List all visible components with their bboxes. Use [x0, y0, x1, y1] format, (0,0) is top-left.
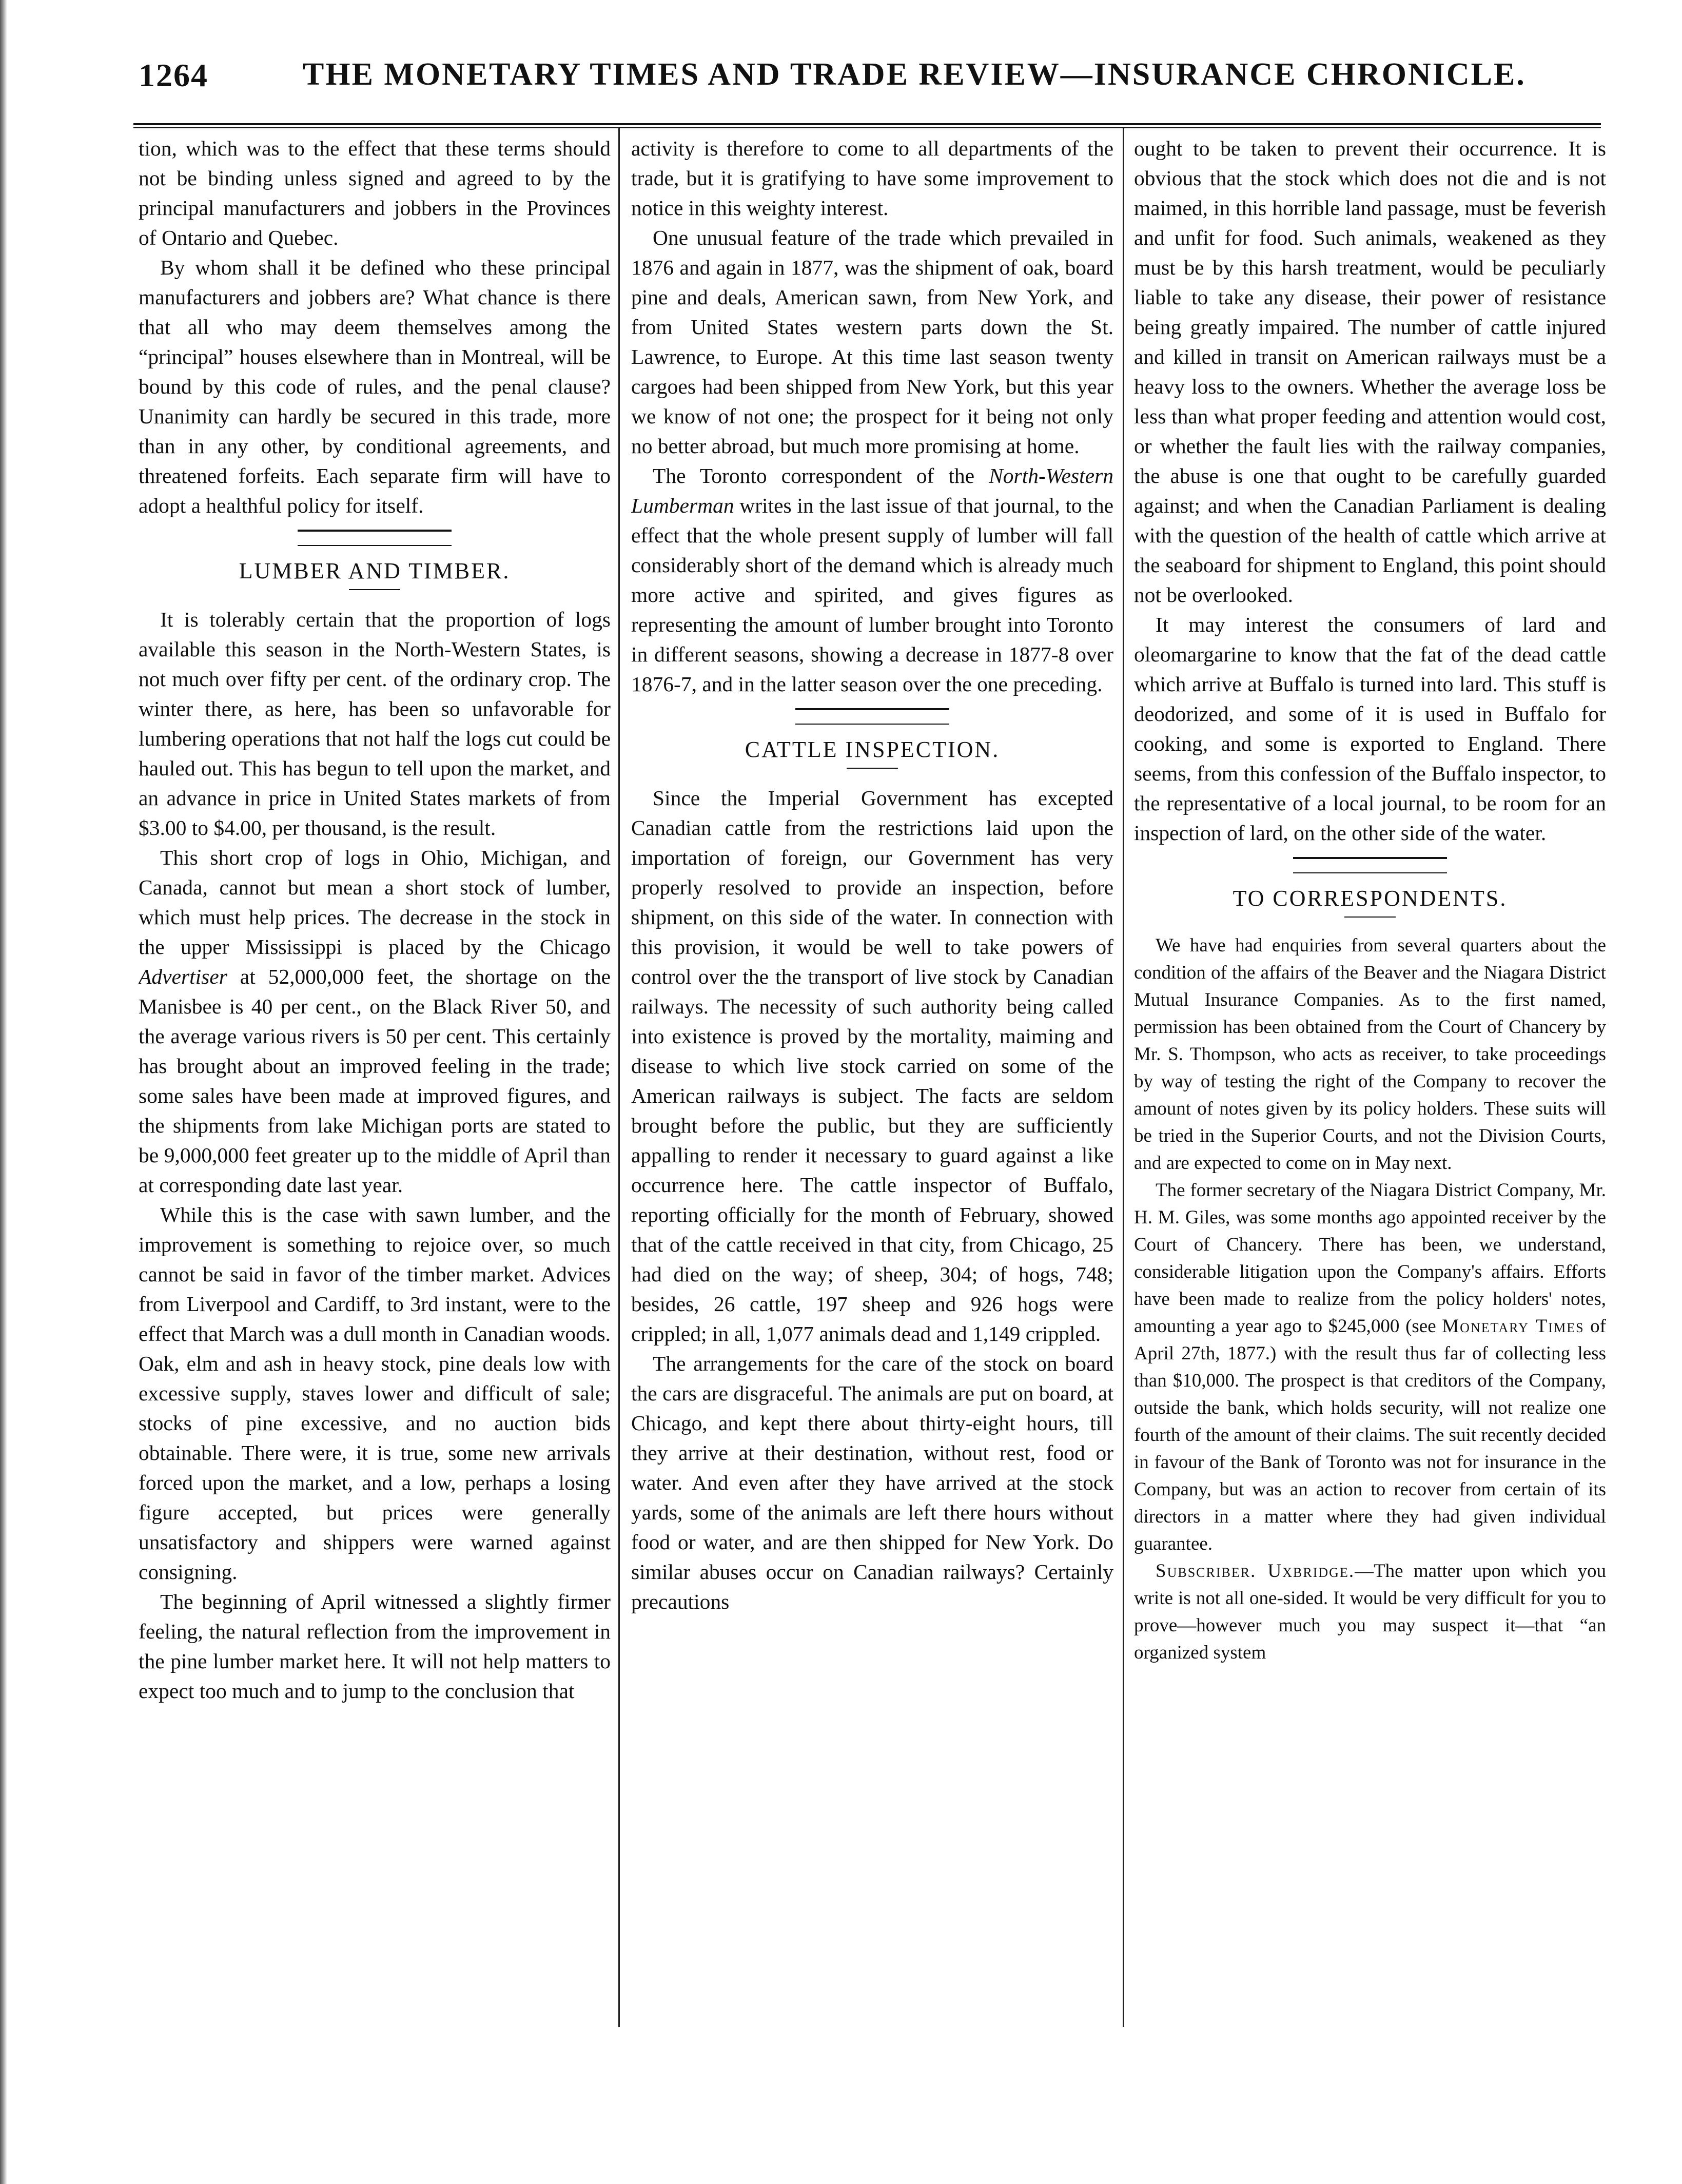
paragraph: The beginning of April witnessed a slightly firmer feeling, the natural reflection from the improvement in the pine lumber market here. It will not help matters to expect too much and to jump to the conclusion that — [139, 1590, 611, 1703]
paragraph: It is tolerably certain that the proportion of logs available this season in the North-Western States, is not much over fifty per cent. of the ordinary crop. The winter there, as here, has been so unfavorable for lumbering operations that not half the logs cut could be hauled out. This has begun to tell upon the market, and an advance in price in United States markets of from $3.00 to $4.00, per thousand, is the result. — [139, 608, 611, 840]
text-run: —The matter upon which you write is not all one-sided. It would be very difficult for you to prove—however much you may suspect it—that “an organized system — [1134, 1561, 1606, 1663]
text-run: at 52,000,000 feet, the shortage on the Manisbee is 40 per cent., on the Black River 50, and the average various rivers is 50 per cent. This certainly has brought about an improved feeling in the trade; some sales have been made at improved figures, and the shipments from lake Michigan ports are stated to be 9,000,000 feet greater up to the middle of April than at corresponding date last year. — [139, 965, 611, 1197]
paragraph: While this is the case with sawn lumber, and the improvement is something to rejoice over, so much cannot be said in favor of the timber market. Advices from Liverpool and Cardiff, to 3rd instant, were to the effect that March was a dull month in Canadian woods. Oak, elm and ash in heavy stock, pine deals low with excessive supply, staves lower and difficult of sale; stocks of pine excessive, and no auction bids obtainable. There were, it is true, some new arrivals forced upon the market, and a low, perhaps a losing figure accepted, but prices were generally unsatisfactory and shippers were warned against consigning. — [139, 1203, 611, 1584]
column-3 — [1134, 133, 1606, 2027]
title-rule — [1344, 917, 1396, 918]
paragraph — [139, 843, 611, 1200]
correspondents-section — [1134, 932, 1606, 1666]
paragraph: By whom shall it be defined who these principal manufacturers and jobbers are? What chance is there that all who may deem themselves among the “principal” houses elsewhere than in Montreal, will be bound by this code of rules, and the penal clause? Unanimity can hardly be secured in this trade, more than in any other, by conditional agreements, and threatened forfeits. Each separate firm will have to adopt a healthful policy for itself. — [139, 256, 611, 517]
paragraph: We have had enquiries from several quarters about the condition of the affairs of the Beaver and the Niagara District Mutual Insurance Companies. As to the first named, permission has been obtained from the Court of Chancery by Mr. S. Thompson, who acts as receiver, to take proceedings by way of testing the right of the Company to recover the amount of notes given by its policy holders. These suits will be tried in the Superior Courts, and not the Division Courts, and are expected to come on in May next. — [1134, 935, 1606, 1174]
text-run: of April 27th, 1877.) with the result thus far of collecting less than $10,000. The prospect is that creditors of the Company, outside the bank, which holds security, will not realize one fourth of the amount of their claims. The suit recently decided in favour of the Bank of Toronto was not for insurance in the Company, but was an action to recover from certain of its directors in a matter where they had given individual guarantee. — [1134, 1316, 1606, 1554]
correspondent-name: Subscriber. Uxbridge. — [1156, 1561, 1355, 1582]
section-divider — [795, 708, 949, 725]
journal-name: North-Western Lumberman — [631, 464, 1113, 517]
column-2 — [631, 133, 1113, 2027]
paragraph: It may interest the consumers of lard and oleomargarine to know that the fat of the dead cattle which arrive at Buffalo is turned into lard. This stuff is deodorized, and some of it is used in Buffalo for cooking, and some is exported to England. There seems, from this confession of the Buffalo inspector, to the representative of a local journal, to be room for an inspection of lard, on the other side of the water. — [1134, 613, 1606, 845]
page-header — [139, 56, 1606, 113]
section-title-lumber: LUMBER AND TIMBER. — [239, 558, 511, 583]
paragraph — [631, 461, 1113, 699]
column-1 — [139, 133, 611, 2027]
text-run: The former secretary of the Niagara District Company, Mr. H. M. Giles, was some months ago appointed receiver by the Court of Chancery. There has been, we understand, considerable litigation upon the Company's affairs. Efforts have been made to realize from the policy holders' notes, amounting a year ago to $245,000 (see — [1134, 1180, 1606, 1337]
section-divider — [1293, 857, 1447, 873]
paragraph: ought to be taken to prevent their occurrence. It is obvious that the stock which does not die and is not maimed, in this horrible land passage, must be feverish and unfit for food. Such animals, weakened as they must be by this harsh treatment, would be peculiarly liable to take any disease, their power of resistance being greatly impaired. The number of cattle injured and killed in transit on American railways must be a heavy loss to the owners. Whether the average loss be less than what proper feeding and attention would cost, or whether the fault lies with the railway companies, the abuse is one that ought to be carefully guarded against; and when the Canadian Parliament is dealing with the question of the health of cattle which arrive at the seaboard for shipment to England, this point should not be overlooked. — [1134, 136, 1606, 607]
running-title: THE MONETARY TIMES AND TRADE REVIEW—INSURANCE CHRONICLE. — [303, 57, 1526, 92]
text-run: This short crop of logs in Ohio, Michigan, and Canada, cannot but mean a short stock of lumber, which must help prices. The decrease in the stock in the upper Mississippi is placed by the Chicago — [139, 846, 611, 959]
column-rule — [618, 128, 620, 2027]
column-rule — [1123, 128, 1124, 2027]
section-title-cattle: CATTLE INSPECTION. — [745, 737, 1000, 762]
title-rule — [349, 589, 400, 590]
section-divider — [298, 530, 452, 546]
title-rule — [847, 768, 898, 769]
publication-name: Monetary Times — [1442, 1316, 1585, 1337]
page-number: 1264 — [139, 57, 208, 93]
paragraph — [1134, 1177, 1606, 1557]
text-run: writes in the last issue of that journal, to the effect that the whole present supply of lumber will fall considerably short of the demand which is already much more active and spirited, and gives figures as representing the amount of lumber brought into Toronto in different seasons, showing a decrease in 1877-8 over 1876-7, and in the latter season over the one preceding. — [631, 494, 1113, 696]
header-rule — [133, 123, 1601, 128]
paragraph: Since the Imperial Government has excepted Canadian cattle from the restrictions laid upon the importation of foreign, our Government has very properly resolved to provide an inspection, before shipment, on this side of the water. In connection with this provision, it would be well to take powers of control over the the transport of live stock by Canadian railways. The necessity of such authority being called into existence is proved by the mortality, maiming and disease to which live stock carried on some of the American railways is subject. The facts are seldom brought before the public, but they are sufficiently appalling to render it necessary to guard against a like occurrence here. The cattle inspector of Buffalo, reporting officially for the month of February, showed that of the cattle received in that city, from Chicago, 25 had died on the way; of sheep, 304; of hogs, 748; besides, 26 cattle, 197 sheep and 926 hogs were crippled; in all, 1,077 animals dead and 1,149 crippled. — [631, 786, 1113, 1346]
paragraph: One unusual feature of the trade which prevailed in 1876 and again in 1877, was the shipment of oak, board pine and deals, American sawn, from New York, and from United States western parts down the St. Lawrence, to Europe. At this time last season twenty cargoes had been shipped from New York, but this year we know of not one; the prospect for it being not only no better abroad, but much more promising at home. — [631, 226, 1113, 458]
paragraph: activity is therefore to come to all departments of the trade, but it is gratifying to have some improvement to notice in this weighty interest. — [631, 136, 1113, 220]
paragraph — [1134, 1557, 1606, 1666]
paragraph: The arrangements for the care of the stock on board the cars are disgraceful. The animals are put on board, at Chicago, and kept there about thirty-eight hours, till they arrive at their destination, without rest, food or water. And even after they have arrived at the stock yards, some of the animals are left there hours without food or water, and are then shipped for New York. Do similar abuses occur on Canadian railways? Certainly precautions — [631, 1352, 1113, 1613]
text-run: The Toronto correspondent of the — [653, 464, 989, 488]
page-edge — [0, 0, 7, 2184]
section-title-correspondents: TO CORRESPONDENTS. — [1233, 886, 1508, 911]
newspaper-name: Advertiser — [139, 965, 227, 988]
paragraph: tion, which was to the effect that these terms should not be binding unless signed and agreed to by the principal manufacturers and jobbers in the Provinces of Ontario and Quebec. — [139, 136, 611, 249]
